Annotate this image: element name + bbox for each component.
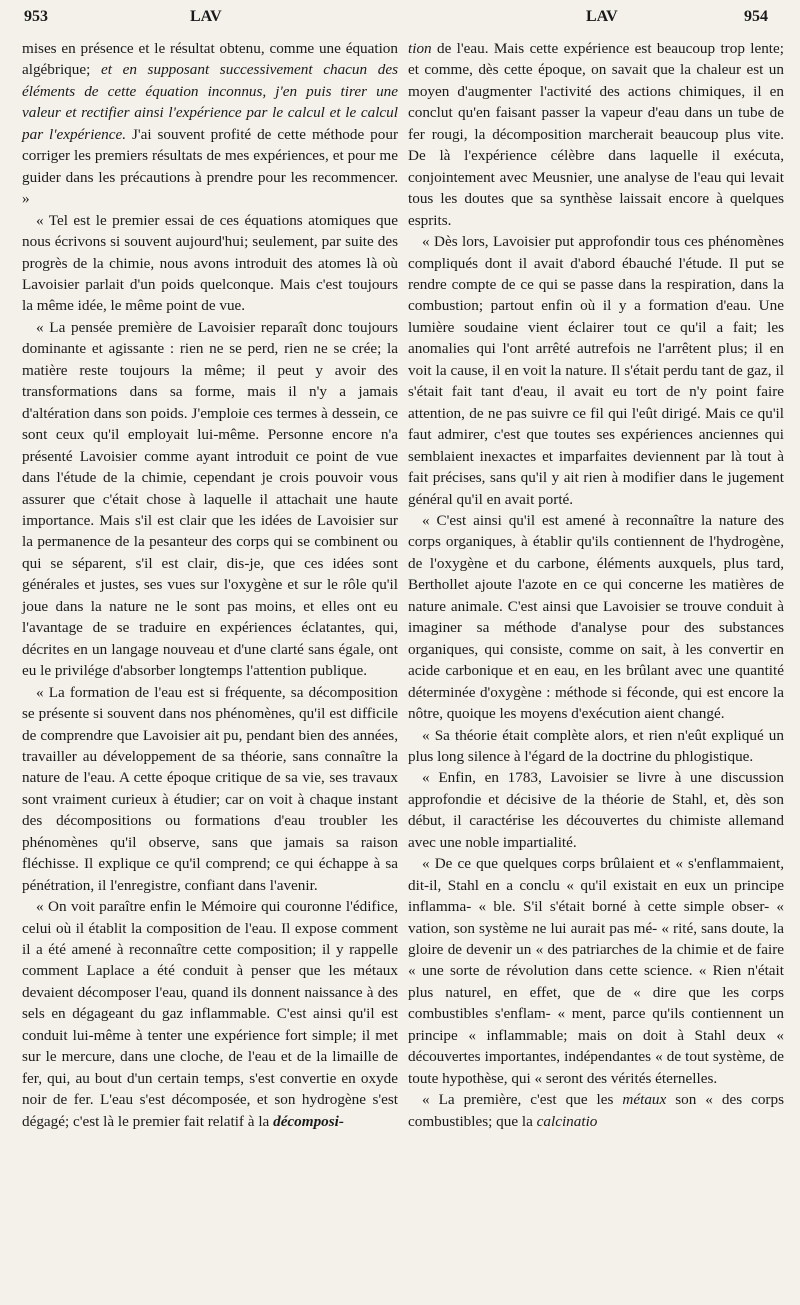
text-run: mises en présence et le résultat obtenu, comme une équation algébrique;	[22, 40, 398, 79]
text-run: « La pensée première de Lavoisier reparaît donc toujours dominante et agissante : rien ne se perd, rien ne se crée; la matière reste toujours la même; il peut y avoir des transformations dans sa forme, mais il n'y a jamais d'altération dans son poids. J'emploie ces termes à dessein, ce sont ceux qu'il employait lui-même. Personne encore n'a présenté Lavoisier comme ayant introduit ce point de vue dans l'étude de la chimie, cependant je crois pouvoir vous assurer que c'était chose à laquelle il attachait une haute importance. Mais s'il est clair que les idées de Lavoisier sur la permanence de la pesanteur des corps qui se combinent ou qui se séparent, s'il est clair, dis-je, que ces idées sont générales et justes, ses vues sur l'oxygène et sur le rôle qu'il joue dans la nature ne le sont pas moins, et elles ont eu l'avantage de se traduire en expériences éclatantes, qui, décrites en un langage nouveau et d'une clarté sans égale, ont eu le privilége d'absorber longtemps l'attention publique.	[22, 318, 398, 680]
paragraph	[408, 725, 784, 768]
text-run: calcinatio	[536, 1112, 598, 1130]
text-run: « La formation de l'eau est si fréquente, sa décomposition se présente si souvent dans nos phénomènes, qu'il est difficile de comprendre que Lavoisier ait pu, pendant bien des années, travailler au développement de sa théorie, sans connaître la nature de l'eau. A cette époque critique de sa vie, ses travaux sont vraiment curieux à étudier; car on voit à chaque instant des décompositions ou formations d'eau troubler les phénomènes qu'il observe, sans que jamais sa raison fléchisse. Il explique ce qu'il comprend; ce qui échappe à sa pénétration, il l'enregistre, confiant dans l'avenir.	[22, 683, 398, 894]
right-page-number: 954	[744, 8, 768, 25]
left-running-head: LAV	[190, 8, 222, 25]
paragraph	[22, 317, 398, 682]
text-run: décomposi-	[273, 1112, 344, 1130]
text-run: « Tel est le premier essai de ces équations atomiques que nous écrivons si souvent aujourd'hui; seulement, par suite des progrès de la chimie, nous avons introduit des atomes là où Lavoisier parlait d'un poids quelconque. Mais c'est toujours la même idée, le même point de vue.	[22, 211, 398, 315]
text-run: son « des corps combustibles; que la	[408, 1091, 784, 1130]
text-run: « La première, c'est que les	[422, 1091, 623, 1109]
text-run: « Sa théorie était complète alors, et rien n'eût expliqué un plus long silence à l'égard de la doctrine du phlogistique.	[408, 726, 784, 765]
text-run: « Dès lors, Lavoisier put approfondir tous ces phénomènes compliqués dont il avait d'abord ébauché l'étude. Il put se rendre compte de ce qui se passe dans la respiration, dans la combustion; partout enfin où il y a formation d'eau. Une lumière soudaine vient éclairer tout ce qu'il a fait; les anomalies qui l'ont arrêté autrefois ne l'arrêtent plus; il en voit la cause, il en voit la nature. Il s'était perdu tant de gaz, il s'était fait tant d'eau, il avait eu tort de n'y point faire attention, de ne pas suivre ce fil qui l'eût dirigé. Mais ce qu'il faut admirer, c'est que toutes ses expériences anciennes qui semblaient inexactes et imparfaites deviennent par là tout à fait précises, sans qu'il y ait rien à modifier dans le jugement général qu'il en avait porté.	[408, 233, 784, 508]
text-run: « C'est ainsi qu'il est amené à reconnaître la nature des corps organiques, à établir qu'ils contiennent de l'hydrogène, de l'oxygène et du carbone, éléments auxquels, plus tard, Berthollet ajoute l'azote en ce qui concerne les matières de nature animale. C'est ainsi que Lavoisier se trouve conduit à imaginer sa méthode d'analyse pour des substances organiques, qui consiste, comme on sait, à les convertir en acide carbonique et en eau, en les brûlant avec une quantité déterminée d'oxygène : méthode si féconde, qui est encore la nôtre, quoique les moyens d'exécution aient changé.	[408, 511, 784, 723]
paragraph	[408, 38, 784, 231]
right-column	[408, 38, 784, 1132]
text-run: métaux	[622, 1091, 667, 1109]
paragraph	[22, 210, 398, 317]
page-header	[0, 8, 800, 32]
text-run: de l'eau. Mais cette expérience est beaucoup trop lente; et comme, dès cette époque, on savait que la chaleur est un moyen d'augmenter l'activité des actions chimiques, il en conclut qu'en faisant passer la vapeur d'eau dans un tube de fer rougi, la décomposition marcherait beaucoup plus vite. De là l'expérience célèbre dans laquelle il exécuta, conjointement avec Meusnier, une analyse de l'eau qui levait tous les doutes que sa synthèse laissait encore à quelques esprits.	[408, 40, 784, 229]
paragraph	[22, 38, 398, 210]
paragraph	[22, 682, 398, 897]
text-run: et en supposant successivement chacun des éléments de cette équation inconnus, j'en puis tirer une valeur et rectifier ainsi l'expérience par le calcul et le calcul par l'expérience.	[22, 61, 398, 143]
paragraph	[408, 231, 784, 510]
paragraph	[408, 1089, 784, 1132]
right-running-head: LAV	[586, 8, 618, 25]
text-run: tion	[408, 40, 432, 57]
text-run: « Enfin, en 1783, Lavoisier se livre à une discussion approfondie et décisive de la théorie de Stahl, et, dès son début, il caractérise les découvertes du chimiste allemand avec une noble impartialité.	[408, 769, 784, 851]
paragraph	[408, 853, 784, 1089]
left-column	[22, 38, 398, 1132]
left-page-number: 953	[24, 8, 48, 25]
text-run: « On voit paraître enfin le Mémoire qui couronne l'édifice, celui où il établit la composition de l'eau. Il expose comment il a été amené à reconnaître cette composition; il y rappelle comment Laplace a été conduit à penser que les métaux devaient décomposer l'eau, quand ils donnent naissance à des sels en dégageant du gaz inflammable. C'est ainsi qu'il est conduit lui-même à tenter une expérience fort simple; il met sur le mercure, dans une cloche, de l'eau et de la limaille de fer, qui, au bout d'un certain temps, s'est convertie en oxyde noir de fer. L'eau s'est décomposée, et son hydrogène s'est dégagé; c'est là le premier fait relatif à la	[22, 898, 398, 1130]
paragraph	[408, 510, 784, 725]
paragraph	[22, 896, 398, 1132]
text-run: « De ce que quelques corps brûlaient et « s'enflammaient, dit-il, Stahl en a conclu « qu'il existait en eux un principe inflamma- « ble. S'il s'était borné à cette simple obser- « vation, son système ne lui aurait pas mé- « rité, sans doute, la gloire de devenir un « des patriarches de la chimie et de faire « une sorte de révolution dans cette science. « Rien n'était plus naturel, en effet, que de « dire que les corps combustibles s'enflam- « ment, parce qu'ils contiennent un principe « inflammable; mais on doit à Stahl deux « découvertes importantes, indépendantes « de tout système, de toute hypothèse, qui « seront des vérités éternelles.	[408, 855, 784, 1087]
text-run: J'ai souvent profité de cette méthode pour corriger les premiers résultats de mes expériences, et pour me guider dans les précautions à prendre pour les recommencer. »	[22, 125, 398, 208]
paragraph	[408, 767, 784, 853]
